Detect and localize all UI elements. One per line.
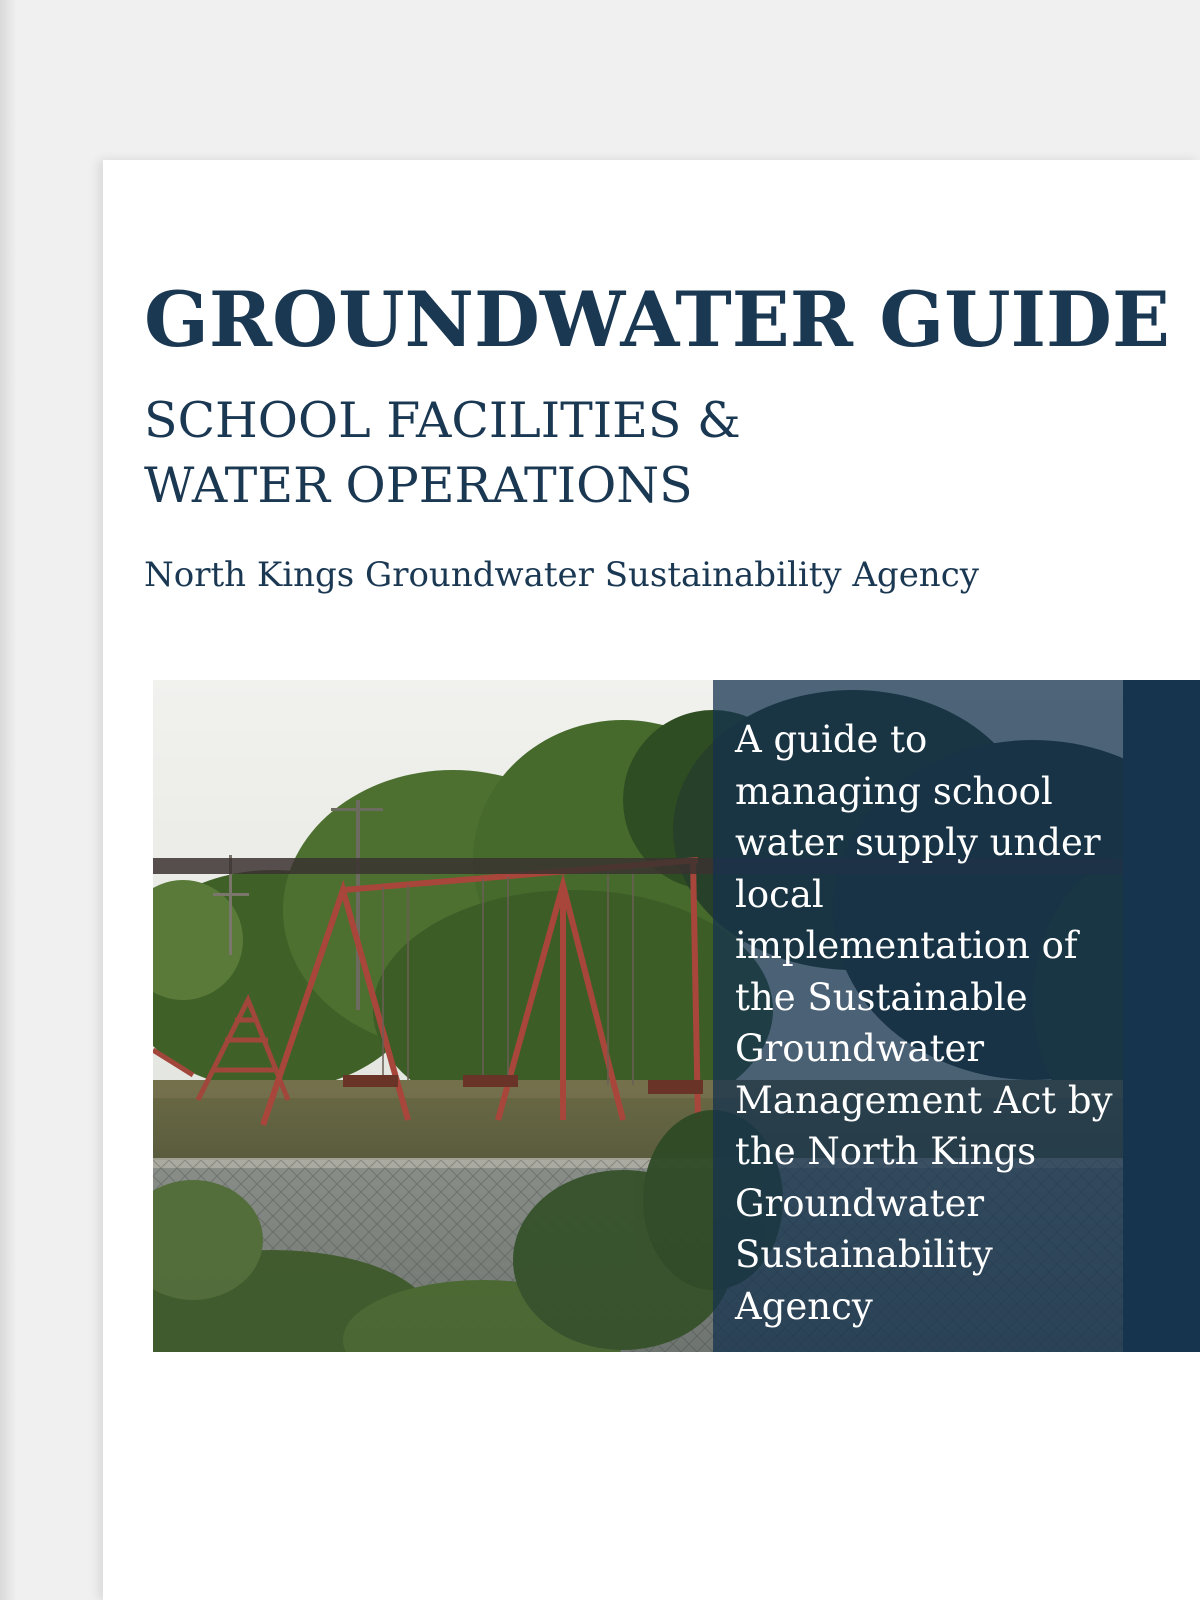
cover-description: A guide to managing school water supply under local implementation of the Sustainable Groundwater Management Act by the North Kings Groundwater Sustainability Agency: [735, 718, 1113, 1328]
document-edge: [0, 0, 16, 1600]
hero-section: [153, 680, 1200, 1352]
subtitle-line-1: SCHOOL FACILITIES &: [144, 392, 741, 449]
overlay-edge: [1123, 680, 1200, 1352]
subtitle-line-2: WATER OPERATIONS: [144, 457, 693, 514]
cover-subtitle: [144, 388, 741, 518]
cover-page: [103, 160, 1200, 1600]
agency-name: North Kings Groundwater Sustainability Agency: [144, 555, 979, 595]
cover-title: GROUNDWATER GUIDE: [144, 275, 1170, 364]
